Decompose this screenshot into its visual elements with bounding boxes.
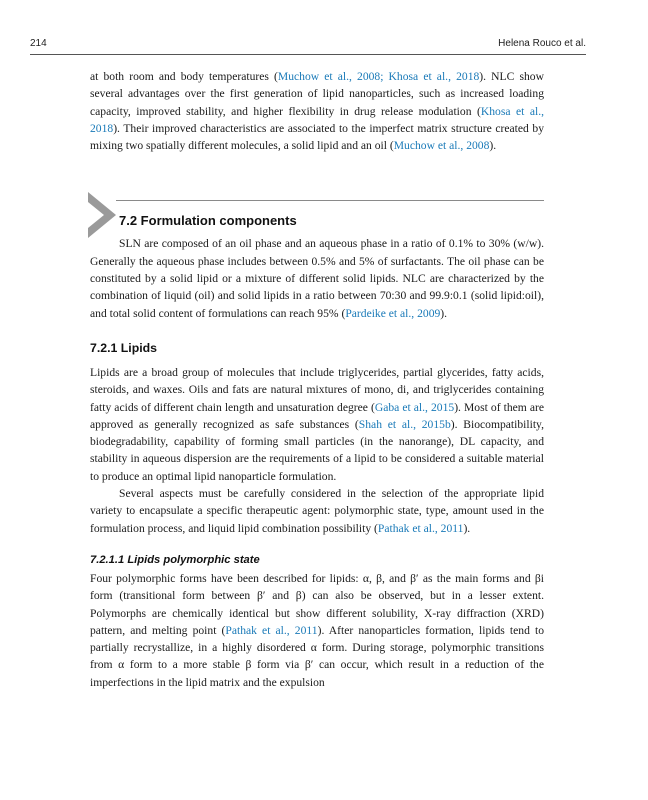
citation-link[interactable]: Pathak et al., 2011 (225, 623, 318, 637)
text-run: ). Most of them are approved as generally recognized as safe substances ( (90, 400, 545, 431)
intro-paragraph (90, 68, 544, 154)
subsubsection-title: 7.2.1.1 Lipids polymorphic state (90, 553, 260, 566)
citation-link[interactable]: Khosa et al., 2018 (90, 104, 545, 135)
citation-link[interactable]: Gaba et al., 2015 (374, 400, 455, 414)
text-run: ). NLC show several advantages over the first generation of lipid nanoparticles, such as increased loading capacity, improved stability, and higher flexibility in drug release modulation ( (90, 70, 544, 118)
citation-link[interactable]: Muchow et al., 2008 (393, 139, 490, 153)
text-run: Lipids are a broad group of molecules that include triglycerides, partial glycerides, fatty acids, steroids, and waxes. Oils and fats are natural mixtures of mono, di, and triglycerides containing fatty acids of different chain length and unsaturation degree ( (90, 365, 544, 414)
section-title: 7.2 Formulation components (119, 213, 297, 229)
page-content (90, 68, 544, 691)
section-chevron-icon (88, 192, 116, 238)
polymorphic-paragraph (90, 570, 544, 691)
running-author: Helena Rouco et al. (498, 38, 586, 49)
text-run: ). After nanoparticles formation, lipids tend to partially recrystallize, in a highly disordered α form. During storage, polymorphic transitions from α form to a more stable β form via β′ can occur, which result in a reduction of the imperfections in the lipid matrix and the expulsion (90, 623, 544, 689)
text-run: ). (440, 306, 448, 320)
text-run: at both room and body temperatures ( (90, 70, 278, 83)
section-rule (116, 200, 544, 201)
citation-link[interactable]: Muchow et al., 2008; Khosa et al., 2018 (277, 70, 480, 83)
text-run: Four polymorphic forms have been described for lipids: α, β, and β′ as the main forms and βi form (transitional form between β′ and β) can also be observed, but in a lesser extent. Polymorphs are chemically identical but show different solubility, X-ray diffraction (XRD) pattern, and melting point ( (90, 571, 544, 637)
section-paragraph (90, 235, 544, 321)
citation-link[interactable]: Pathak et al., 2011 (377, 521, 464, 535)
section-formulation-components (90, 194, 544, 321)
page-number: 214 (30, 38, 47, 49)
text-run: ). (463, 521, 471, 535)
text-run: Several aspects must be carefully considered in the selection of the appropriate lipid variety to encapsulate a specific therapeutic agent: polymorphic state, type, amount used in the formulation process, and liquid lipid combination possibility ( (90, 487, 544, 535)
text-run: ). Their improved characteristics are associated to the imperfect matrix structure created by mixing two spatially different molecules, a solid lipid and an oil ( (90, 121, 544, 153)
lipids-paragraph-2 (90, 485, 544, 537)
text-run: ). Biocompatibility, biodegradability, capability of forming small particles (in the nanorange), DL capacity, and stability in aqueous dispersion are the requirements of a lipid to be considered a suitable material to produce an optimal lipid nanoparticle formulation. (90, 417, 544, 483)
subsection-title: 7.2.1 Lipids (90, 340, 157, 355)
citation-link[interactable]: Shah et al., 2015b (358, 417, 451, 431)
header-rule (30, 54, 586, 55)
citation-link[interactable]: Pardeike et al., 2009 (345, 306, 441, 320)
text-run: SLN are composed of an oil phase and an aqueous phase in a ratio of 0.1% to 30% (w/w). Generally the aqueous phase includes between 0.5% and 5% of surfactants. The oil phase can be constituted by a solid lipid or a mixture of different solid lipids. NLC are characterized by the combination of liquid (oil) and solid lipids in a ratio between 70:30 and 99.9:0.1 (solid lipid:oil), and total solid content of formulations can reach 95% ( (90, 237, 544, 320)
text-run: ). (489, 139, 497, 153)
lipids-paragraph-1 (90, 364, 544, 485)
